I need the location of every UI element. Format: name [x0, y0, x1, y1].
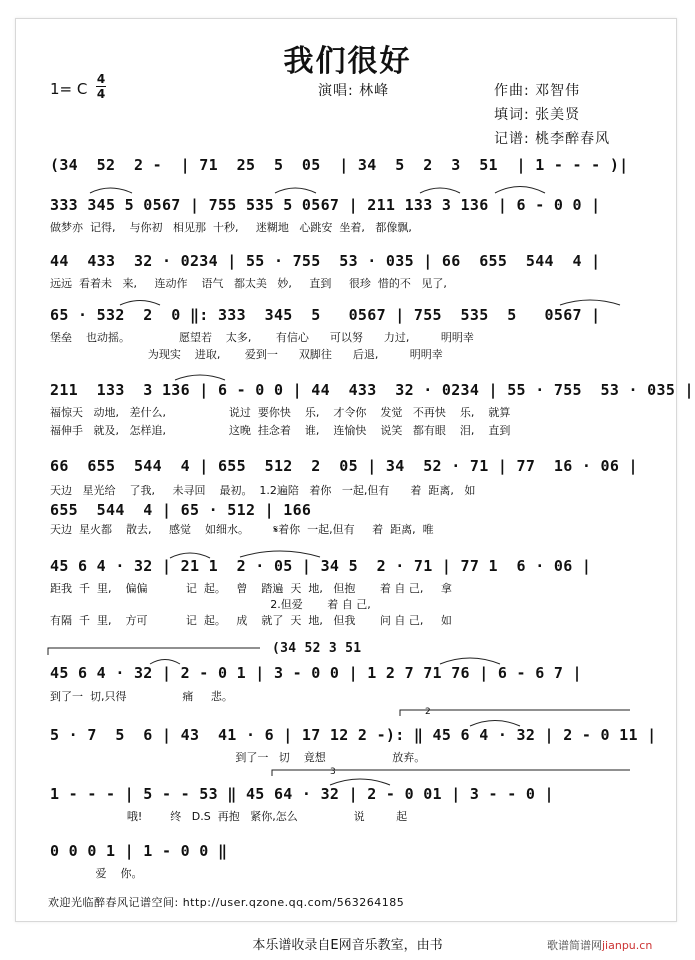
- time-signature: [96, 73, 106, 100]
- lyric-line-3: 远远 看着未 来, 连动作 语气 都太美 妙, 直到 很珍 惜的不 见了,: [50, 277, 447, 290]
- meter-top: 4: [96, 72, 106, 86]
- transcriber-credit: 记谱: 桃李醉春风: [494, 131, 611, 147]
- song-title: 我们很好: [283, 44, 412, 79]
- composer-credit: 作曲: 邓智伟: [494, 83, 581, 99]
- music-line-4: 65 · 532 2 0 ‖: 333 345 5 0567 | 755 535 5 0567 |: [50, 306, 601, 324]
- lyric-line-8b: 2.但爱 着 自 己,: [50, 598, 371, 611]
- lyric-line-11: 哦! 终 D.S 再抱 紧你,怎么 说 起: [50, 810, 408, 823]
- music-line-3: 44 433 32 · 0234 | 55 · 755 53 · 035 | 66 655 544 4 |: [50, 252, 601, 270]
- lyric-line-9: 到了一 切,只得 痛 悲。: [50, 690, 233, 703]
- music-line-2: 333 345 5 0567 | 755 535 5 0567 | 211 133 3 136 | 6 - 0 0 |: [50, 196, 601, 214]
- footer-link-text: 欢迎光临醉春风记谱空间: http://user.qzone.qq.com/563264185: [48, 896, 405, 909]
- music-line-9: 45 6 4 · 32 | 2 - 0 1 | 3 - 0 0 | 1 2 7 71 76 | 6 - 6 7 |: [50, 664, 582, 682]
- watermark: [547, 937, 652, 953]
- volta-3-label: 3: [330, 767, 336, 777]
- music-line-7: 655 544 4 | 65 · 512 | 166: [50, 501, 312, 519]
- lyricist-credit: 填词: 张美贤: [494, 107, 581, 123]
- music-line-8: 45 6 4 · 32 | 21 1 2 · 05 | 34 5 2 · 71 | 77 1 6 · 06 |: [50, 557, 592, 575]
- music-line-6: 66 655 544 4 | 655 512 2 05 | 34 52 · 71 | 77 16 · 06 |: [50, 457, 638, 475]
- lyric-line-8a: 距我 千 里, 偏偏 记 起。 曾 踏遍 天 地, 但抱 着 自 己, 拿: [50, 582, 452, 595]
- lyric-line-10: 到了一 切 竟想 放弃。: [50, 751, 426, 764]
- lyric-line-5b: 福伸手 就及, 怎样追, 这晚 挂念着 谁, 连愉快 说笑 都有眼 泪, 直到: [50, 424, 511, 437]
- lyric-line-7: 天边 星火都 散去, 感觉 如细水。 𝄋着你 一起,但有 着 距离, 唯: [50, 523, 434, 536]
- lyric-line-4b: 为现实 进取, 爱到一 双脚往 后退, 明明幸: [50, 348, 443, 361]
- lyric-line-6: 天边 星光给 了我, 未寻回 最初。 1.2遍陪 着你 一起,但有 着 距离, 如: [50, 484, 476, 497]
- music-line-5: 211 133 3 136 | 6 - 0 0 | 44 433 32 · 0234 | 55 · 755 53 · 035 |: [50, 381, 694, 399]
- lyric-line-8c: 有隔 千 里, 方可 记 起。 成 就了 天 地, 但我 问 自 己, 如: [50, 614, 452, 627]
- lyric-line-4a: 堡垒 也动摇。 愿望若 太多, 有信心 可以努 力过, 明明幸: [50, 331, 474, 344]
- music-line-1: (34 52 2 - | 71 25 5 05 | 34 5 2 3 51 | 1 - - - )|: [50, 156, 629, 174]
- key-signature: 1= C: [50, 80, 88, 98]
- intro-inset: (34 52 3 51: [272, 641, 362, 656]
- lyric-line-2: 做梦亦 记得, 与你初 相见那 十秒, 迷糊地 心跳安 坐着, 都像飘,: [50, 221, 412, 234]
- lyric-line-5a: 福惊天 动地, 差什么, 说过 要你快 乐, 才令你 发觉 不再快 乐, 就算: [50, 406, 511, 419]
- watermark-right: jianpu.cn: [602, 939, 653, 952]
- music-line-10: 5 · 7 5 6 | 43 41 · 6 | 17 12 2 -): ‖ 45 6 4 · 32 | 2 - 0 11 |: [50, 726, 657, 744]
- volta-2-label: 2: [425, 707, 431, 717]
- watermark-left: 歌谱简谱网: [547, 939, 602, 952]
- singer-credit: 演唱: 林峰: [318, 83, 390, 99]
- lyric-line-12: 爱 你。: [50, 867, 143, 880]
- music-line-12: 0 0 0 1 | 1 - 0 0 ‖: [50, 842, 228, 860]
- source-note: 本乐谱收录自E网音乐教室，由书: [252, 938, 443, 953]
- music-line-11: 1 - - - | 5 - - 53 ‖ 45 64 · 32 | 2 - 0 01 | 3 - - 0 |: [50, 785, 554, 803]
- meter-bottom: 4: [96, 87, 106, 101]
